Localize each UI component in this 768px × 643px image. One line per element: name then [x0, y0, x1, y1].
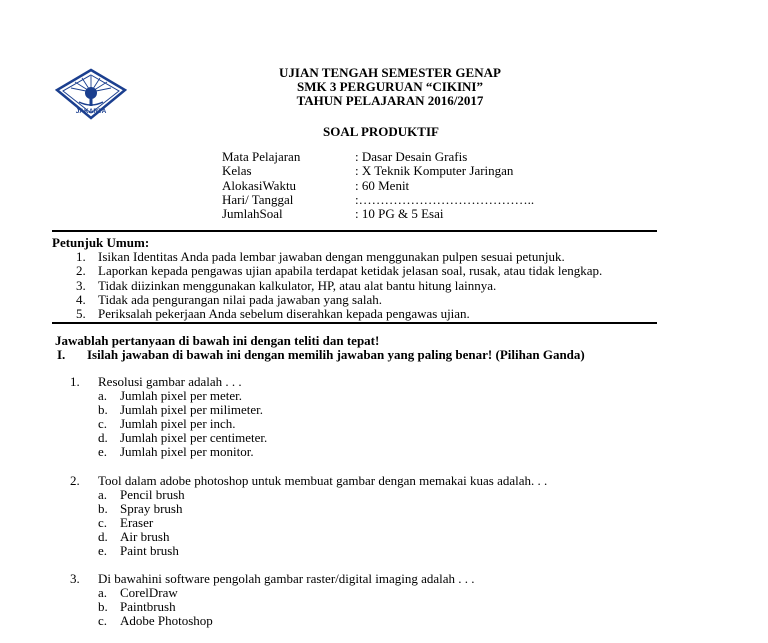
main-instruction: Jawablah pertanyaan di bawah ini dengan teliti dan tepat!: [55, 333, 380, 348]
option-letter: a.: [98, 388, 108, 404]
question-text: Tool dalam adobe photoshop untuk membuat gambar dengan memakai kuas adalah. . .: [98, 472, 548, 488]
option-letter: c.: [98, 514, 108, 530]
option-text: Jumlah pixel per milimeter.: [120, 402, 263, 418]
option: [70, 516, 547, 530]
item-text: Laporkan kepada pengawas ujian apabila terdapat ketidak jelasan soal, rusak, atau tidak lengkap.: [98, 263, 603, 279]
info-label: Mata Pelajaran: [222, 149, 301, 164]
item-number: 5.: [76, 306, 86, 322]
option-text: Paint brush: [120, 543, 179, 559]
item-number: 1.: [76, 249, 86, 265]
option: [70, 488, 547, 502]
question-stem: [70, 572, 547, 586]
option: [70, 586, 547, 600]
option-letter: e.: [98, 444, 108, 460]
info-label: JumlahSoal: [222, 206, 283, 222]
info-value: : X Teknik Komputer Jaringan: [355, 163, 514, 179]
instructions-list: [52, 250, 692, 321]
option-list: [70, 389, 547, 459]
option-text: Adobe Photoshop: [120, 613, 213, 629]
info-value: : Dasar Desain Grafis: [355, 149, 468, 164]
info-label: Hari/ Tanggal: [222, 191, 294, 207]
exam-subtitle: SOAL PRODUKTIF: [323, 124, 439, 139]
item-number: 2.: [76, 263, 86, 279]
answer-instructions: [55, 334, 585, 362]
question-list: [70, 375, 547, 643]
option: [70, 530, 547, 544]
question-text: Resolusi gambar adalah . . .: [98, 374, 242, 389]
option-list: [70, 586, 547, 628]
info-value: : 60 Menit: [355, 177, 410, 193]
logo-graphic: [55, 68, 127, 120]
option-letter: d.: [98, 528, 108, 544]
jakarta-emblem-icon: [55, 68, 127, 120]
question: [70, 474, 547, 559]
list-item: [52, 293, 692, 307]
option: [70, 417, 547, 431]
list-item: [52, 264, 692, 278]
option-letter: b.: [98, 402, 108, 418]
info-label: Kelas: [222, 163, 252, 179]
option-text: Paintbrush: [120, 599, 176, 615]
logo-text: JAKARTA: [75, 108, 107, 115]
info-value: :…………………………………..: [355, 191, 535, 207]
option: [70, 544, 547, 558]
option-list: [70, 488, 547, 558]
list-item: [52, 279, 692, 293]
instructions-title: Petunjuk Umum:: [52, 235, 150, 250]
item-number: 4.: [76, 291, 86, 307]
option-text: Air brush: [120, 528, 170, 544]
exam-title: UJIAN TENGAH SEMESTER GENAP: [279, 65, 501, 80]
item-text: Isikan Identitas Anda pada lembar jawaban dengan menggunakan pulpen sesuai petunjuk.: [98, 249, 565, 265]
option: [70, 403, 547, 417]
exam-header: [240, 66, 540, 108]
list-item: [52, 250, 692, 264]
option-letter: a.: [98, 585, 108, 601]
question-number: 2.: [70, 472, 80, 488]
question: [70, 375, 547, 460]
item-text: Tidak diizinkan menggunakan kalkulator, HP, atau alat bantu hitung lainnya.: [98, 277, 497, 293]
option: [70, 502, 547, 516]
divider-top: [52, 230, 657, 232]
section-number: I.: [57, 347, 66, 362]
question-number: 1.: [70, 374, 80, 389]
item-text: Tidak ada pengurangan nilai pada jawaban yang salah.: [98, 291, 382, 307]
question-number: 3.: [70, 571, 80, 587]
question: [70, 572, 547, 628]
list-item: [52, 307, 692, 321]
question-text: Di bawahini software pengolah gambar raster/digital imaging adalah . . .: [98, 571, 475, 587]
option-text: CorelDraw: [120, 585, 178, 601]
option: [70, 614, 547, 628]
option-letter: b.: [98, 599, 108, 615]
option-text: Pencil brush: [120, 486, 185, 502]
section-text: Isilah jawaban di bawah ini dengan memilih jawaban yang paling benar! (Pilihan Ganda): [87, 347, 585, 362]
question-stem: [70, 375, 547, 389]
option-letter: e.: [98, 543, 108, 559]
question-stem: [70, 474, 547, 488]
option-letter: b.: [98, 500, 108, 516]
divider-bottom: [52, 322, 657, 324]
section-heading: [55, 348, 585, 362]
option-text: Jumlah pixel per meter.: [120, 388, 243, 404]
option: [70, 600, 547, 614]
item-number: 3.: [76, 277, 86, 293]
option-text: Jumlah pixel per inch.: [120, 416, 236, 432]
general-instructions: [52, 236, 692, 321]
option: [70, 431, 547, 445]
info-label: AlokasiWaktu: [222, 177, 297, 193]
option-letter: c.: [98, 416, 108, 432]
info-value: : 10 PG & 5 Esai: [355, 206, 444, 222]
option-letter: a.: [98, 486, 108, 502]
option-text: Jumlah pixel per centimeter.: [120, 430, 268, 446]
item-text: Periksalah pekerjaan Anda sebelum diserahkan kepada pengawas ujian.: [98, 306, 470, 322]
academic-year: TAHUN PELAJARAN 2016/2017: [296, 93, 484, 108]
option-text: Spray brush: [120, 500, 183, 516]
option: [70, 445, 547, 459]
option-text: Eraser: [120, 514, 154, 530]
option: [70, 389, 547, 403]
option-text: Jumlah pixel per monitor.: [120, 444, 254, 460]
option-letter: d.: [98, 430, 108, 446]
school-name: SMK 3 PERGURUAN “CIKINI”: [297, 79, 483, 94]
option-letter: c.: [98, 613, 108, 629]
